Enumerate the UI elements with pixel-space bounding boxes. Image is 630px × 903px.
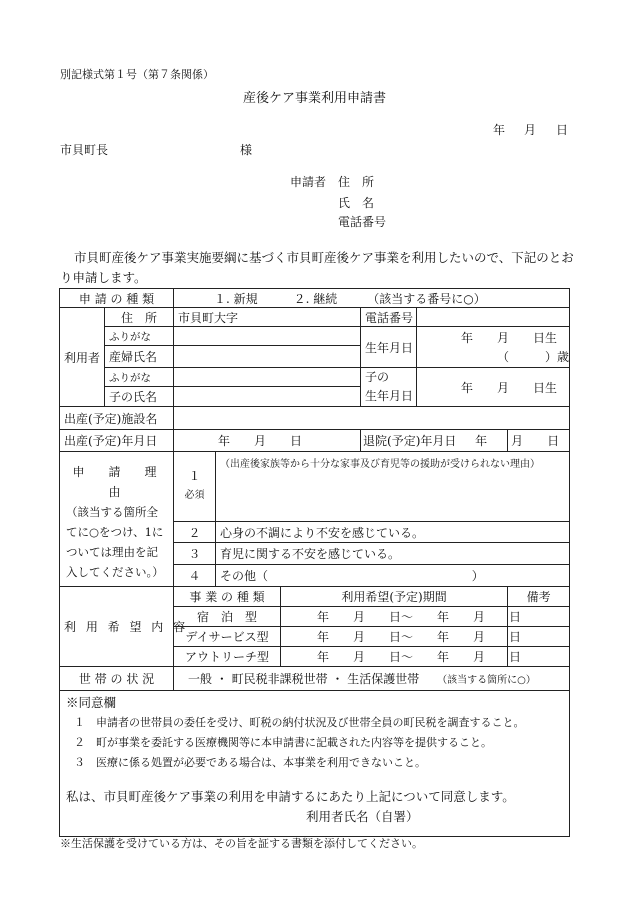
mother-birthdate-value: 年 月 日生: [461, 331, 558, 345]
household-label: 世 帯 の 状 況: [60, 667, 174, 691]
footer-note: ※生活保護を受けている方は、その旨を証する書類を添付してください。: [60, 837, 423, 850]
application-type-options[interactable]: １. 新規 ２. 継続 （該当する番号に○）: [174, 289, 570, 308]
usage-col-period: 利用希望(予定)期間: [281, 587, 508, 607]
child-furigana-label: ふりがな: [105, 368, 174, 387]
usage-col-type: 事 業 の 種 類: [174, 587, 281, 607]
consent-item-3: ３ 医療に係る処置が必要である場合は、本事業を利用できないこと。: [74, 756, 426, 769]
consent-statement: 私は、市貝町産後ケア事業の利用を申請するにあたり上記について同意します。: [66, 789, 515, 804]
reason-4-field[interactable]: [216, 565, 570, 587]
applicant-address-label: 住 所: [338, 175, 375, 189]
birth-facility-field[interactable]: [174, 407, 570, 430]
child-furigana-field[interactable]: [174, 368, 361, 387]
reason-4-close: ）: [471, 569, 484, 584]
usage-period-stay[interactable]: 年 月 日～ 年 月 日: [281, 607, 508, 627]
user-phone-label: 電話番号: [361, 308, 417, 327]
household-note: （該当する箇所に○）: [437, 675, 536, 686]
child-birthdate-label: [361, 368, 417, 407]
birth-date-label: 出産(予定)年月日: [60, 430, 174, 452]
mother-furigana-field[interactable]: [174, 327, 361, 346]
application-type-label: 申 請 の 種 類: [60, 289, 174, 308]
birth-facility-label: 出産(予定)施設名: [60, 407, 174, 430]
usage-col-note: 備考: [508, 587, 570, 607]
mother-name-label: 産婦氏名: [105, 346, 174, 368]
reason-4-text: その他（: [220, 569, 269, 584]
consent-signature[interactable]: 利用者氏名（自署）: [306, 809, 419, 824]
application-form-table: [59, 288, 570, 837]
usage-wish-label: 利 用 希 望 内 容: [60, 587, 174, 667]
reason-1-number: １: [188, 469, 201, 484]
usage-type-day: デイサービス型: [174, 627, 281, 647]
discharge-date-label: 退院(予定)年月日: [361, 430, 508, 452]
intro-paragraph: 市貝町産後ケア事業実施要綱に基づく市貝町産後ケア事業を利用したいので、下記のとおり申請します。: [60, 250, 574, 285]
mother-age-value: （ ）歳: [497, 350, 570, 364]
usage-type-stay: 宿 泊 型: [174, 607, 281, 627]
mother-name-field[interactable]: [174, 346, 361, 368]
mother-birthdate-label: 生年月日: [361, 327, 417, 368]
reason-3-text: 育児に関する不安を感じている。: [216, 543, 570, 565]
user-address-field[interactable]: 市貝町大字: [174, 308, 361, 327]
addressee: 市貝町長: [60, 143, 109, 157]
child-name-label: 子の氏名: [105, 387, 174, 407]
date-year: 年: [493, 123, 506, 137]
reason-2-number[interactable]: ２: [174, 521, 216, 543]
page-title: 産後ケア事業利用申請書: [243, 91, 387, 106]
applicant-name-label: 氏 名: [338, 196, 375, 210]
consent-item-2: ２ 町が事業を委託する医療機関等に本申請書に記載された内容等を提供すること。: [74, 736, 492, 749]
user-address-label: 住 所: [105, 308, 174, 327]
usage-period-day[interactable]: 年 月 日～ 年 月 日: [281, 627, 508, 647]
reason-1-number-cell[interactable]: [174, 452, 216, 522]
child-name-field[interactable]: [174, 387, 361, 407]
child-birthdate-label-line1: 子の: [365, 370, 390, 384]
honorific: 様: [240, 143, 253, 157]
child-birthdate-label-line2: 生年月日: [365, 389, 414, 403]
user-phone-field[interactable]: [417, 308, 570, 327]
date-month: 月: [524, 123, 537, 137]
household-options-cell[interactable]: [174, 667, 570, 691]
user-label: 利用者: [60, 308, 105, 407]
mother-furigana-label: ふりがな: [105, 327, 174, 346]
reason-1-required: 必須: [184, 490, 205, 502]
consent-section: [60, 691, 570, 837]
consent-title: ※同意欄: [66, 695, 117, 710]
form-reference: 別記様式第１号（第７条関係）: [60, 68, 214, 81]
child-birthdate-field[interactable]: 年 月 日生: [417, 368, 570, 407]
date-day: 日: [556, 123, 569, 137]
application-reason-note: （該当する箇所全てに○をつけ、1については理由を記入してください。）: [66, 505, 164, 579]
usage-period-outreach[interactable]: 年 月 日～ 年 月 日: [281, 647, 508, 667]
applicant-label: 申請者: [290, 175, 327, 189]
birth-date-field[interactable]: 年 月 日: [174, 430, 361, 452]
consent-item-1: １ 申請者の世帯員の委任を受け、町税の納付状況及び世帯全員の町民税を調査すること。: [74, 716, 525, 729]
applicant-phone-label: 電話番号: [338, 215, 387, 229]
reason-1-text: （出産後家族等から十分な家事及び育児等の援助が受けられない理由）: [220, 459, 541, 470]
application-reason-title: 申 請 理 由: [72, 465, 181, 499]
household-options: 一般 ・ 町民税非課税世帯 ・ 生活保護世帯: [188, 672, 420, 686]
application-reason-label: [60, 452, 181, 587]
discharge-date-value: 年 月 日: [475, 434, 560, 448]
reason-3-number[interactable]: ３: [174, 543, 216, 565]
reason-2-text: 心身の不調により不安を感じている。: [216, 521, 570, 543]
usage-type-outreach: アウトリーチ型: [174, 647, 281, 667]
discharge-date-field[interactable]: [475, 430, 570, 452]
reason-4-number[interactable]: ４: [174, 565, 216, 587]
mother-birthdate-field[interactable]: [417, 327, 570, 368]
reason-1-field[interactable]: [216, 452, 570, 522]
